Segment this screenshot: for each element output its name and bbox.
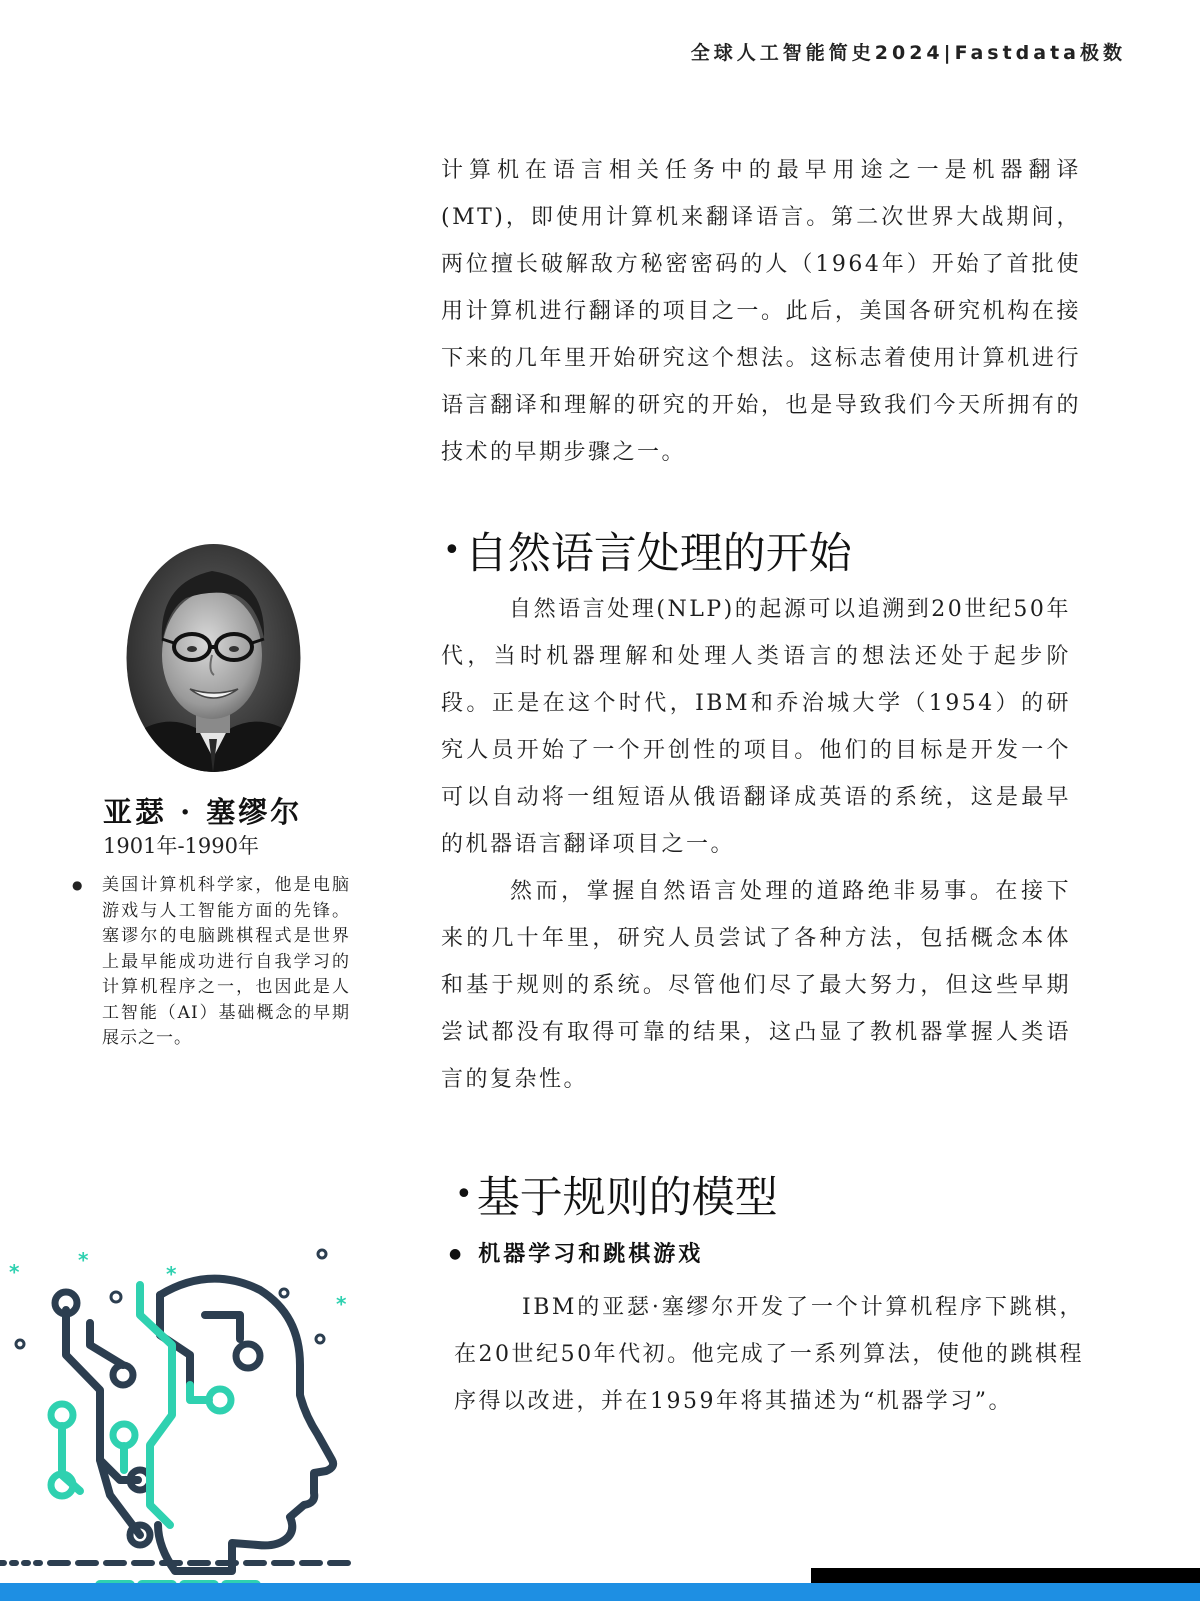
footer-blue-bar <box>0 1583 1200 1601</box>
page-header: 全球人工智能简史2024|Fastdata极数 <box>690 42 1126 64</box>
intro-paragraph: 计算机在语言相关任务中的最早用途之一是机器翻译(MT)，即使用计算机来翻译语言。第二次世界大战期间，两位擅长破解敌方秘密密码的人（1964年）开始了首批使用计算机进行翻译的项目之一。此后，美国各研究机构在接下来的几年里开始研究这个想法。这标志着使用计算机进行语言翻译和理解的研究的开始，也是导致我们今天所拥有的技术的早期步骤之一。 <box>441 158 1081 465</box>
section-title-rules <box>455 1164 778 1225</box>
bullet-dot-icon: ● <box>449 1246 465 1262</box>
person-bio: 美国计算机科学家，他是电脑游戏与人工智能方面的先锋。塞谬尔的电脑跳棋程式是世界上最早能成功进行自我学习的计算机程序之一，也因此是人工智能（AI）基础概念的早期展示之一。 <box>102 875 350 1048</box>
footer-black-bar <box>811 1568 1200 1583</box>
subsection-title <box>449 1237 703 1268</box>
section-title-rules-text: 基于规则的模型 <box>476 1173 778 1223</box>
section-title-nlp <box>443 520 852 581</box>
bullet-dot-icon: • <box>443 533 461 568</box>
svg-text:*: * <box>166 1262 177 1286</box>
bullet-dot-icon: • <box>455 1177 473 1212</box>
rules-paragraph <box>454 1284 1084 1425</box>
rules-paragraph-text: IBM的亚瑟·塞缪尔开发了一个计算机程序下跳棋，在20世纪50年代初。他完成了一系列算法，使他的跳棋程序得以改进，并在1959年将其描述为“机器学习”。 <box>454 1295 1084 1414</box>
portrait-photo <box>126 543 301 773</box>
ai-brain-circuit-icon <box>0 1235 380 1601</box>
nlp-paragraph-1 <box>441 586 1071 868</box>
svg-text:*: * <box>78 1248 89 1272</box>
subsection-title-text: 机器学习和跳棋游戏 <box>478 1241 704 1267</box>
svg-text:*: * <box>336 1292 347 1316</box>
section-title-nlp-text: 自然语言处理的开始 <box>464 529 852 579</box>
nlp-paragraph-2-text: 然而，掌握自然语言处理的道路绝非易事。在接下来的几十年里，研究人员尝试了各种方法，包括概念本体和基于规则的系统。尽管他们尽了最大努力，但这些早期尝试都没有取得可靠的结果，这凸显了教机器掌握人类语言的复杂性。 <box>441 879 1071 1092</box>
nlp-paragraph-1-text: 自然语言处理(NLP)的起源可以追溯到20世纪50年代，当时机器理解和处理人类语言的想法还处于起步阶段。正是在这个时代，IBM和乔治城大学（1954）的研究人员开始了一个开创性的项目。他们的目标是开发一个可以自动将一组短语从俄语翻译成英语的系统，这是最早的机器语言翻译项目之一。 <box>441 597 1071 857</box>
person-name: 亚瑟 · 塞缪尔 <box>103 795 303 829</box>
person-years: 1901年-1990年 <box>103 834 259 858</box>
svg-text:*: * <box>9 1260 20 1284</box>
nlp-paragraph-2 <box>441 868 1071 1103</box>
bullet-dot-icon: ● <box>72 878 83 892</box>
